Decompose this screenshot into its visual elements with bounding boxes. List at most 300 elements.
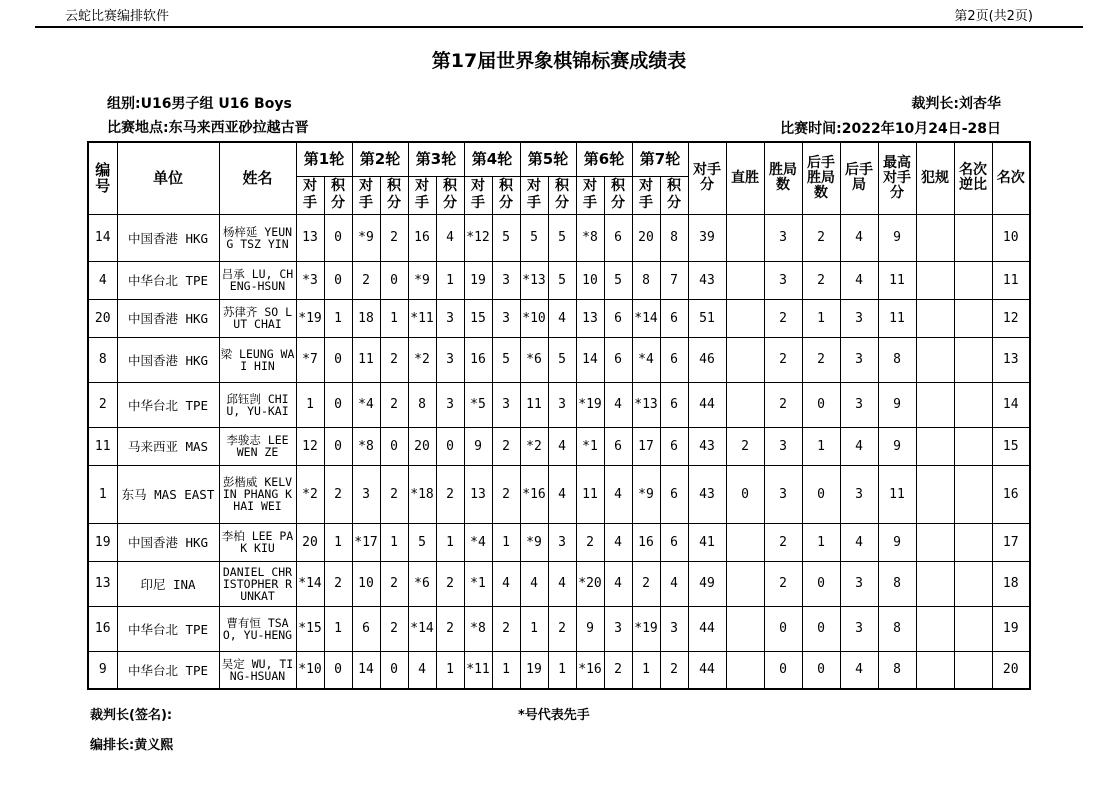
cell-round-6-pts: 6	[604, 337, 632, 382]
cell-no: 14	[88, 214, 117, 261]
col-round-4-opp: 对手	[464, 176, 492, 214]
page-title: 第17届世界象棋锦标赛成绩表	[431, 50, 687, 72]
cell-wins: 3	[764, 465, 802, 523]
cell-direct-win	[726, 606, 764, 651]
cell-name: DANIEL CHRISTOPHER RUNKAT	[219, 561, 296, 606]
cell-rank: 17	[992, 523, 1030, 561]
cell-max-opp: 8	[878, 561, 916, 606]
cell-round-6-pts: 6	[604, 427, 632, 465]
cell-no: 4	[88, 261, 117, 299]
cell-round-7-opp: 20	[632, 214, 660, 261]
col-round-3-opp: 对手	[408, 176, 436, 214]
cell-round-2-pts: 2	[380, 606, 408, 651]
cell-round-2-opp: *4	[352, 382, 380, 427]
cell-foul	[916, 606, 954, 651]
cell-round-6-opp: 9	[576, 606, 604, 651]
cell-round-3-pts: 1	[436, 651, 464, 689]
cell-round-4-pts: 4	[492, 561, 520, 606]
cell-round-4-opp: *1	[464, 561, 492, 606]
cell-opp-score: 43	[688, 261, 726, 299]
cell-wins: 3	[764, 427, 802, 465]
cell-name: 邱钰剀 CHIU, YU-KAI	[219, 382, 296, 427]
cell-foul	[916, 427, 954, 465]
cell-max-opp: 11	[878, 465, 916, 523]
cell-no: 11	[88, 427, 117, 465]
cell-rank-ratio	[954, 337, 992, 382]
cell-round-6-opp: *16	[576, 651, 604, 689]
cell-round-2-opp: *8	[352, 427, 380, 465]
cell-rank-ratio	[954, 427, 992, 465]
cell-round-6-opp: 10	[576, 261, 604, 299]
col-rank-ratio: 名次逆比	[954, 142, 992, 214]
cell-direct-win	[726, 337, 764, 382]
cell-max-opp: 11	[878, 299, 916, 337]
cell-foul	[916, 465, 954, 523]
cell-rank-ratio	[954, 651, 992, 689]
cell-round-7-opp: *4	[632, 337, 660, 382]
cell-foul	[916, 261, 954, 299]
cell-unit: 中国香港 HKG	[117, 214, 219, 261]
cell-round-1-opp: *10	[296, 651, 324, 689]
cell-round-2-opp: 2	[352, 261, 380, 299]
cell-wins: 2	[764, 299, 802, 337]
cell-round-2-opp: 11	[352, 337, 380, 382]
cell-round-1-opp: 20	[296, 523, 324, 561]
cell-round-2-opp: 18	[352, 299, 380, 337]
cell-opp-score: 49	[688, 561, 726, 606]
cell-round-3-opp: 8	[408, 382, 436, 427]
page-number: 第2页(共2页)	[954, 9, 1033, 24]
cell-round-4-pts: 1	[492, 651, 520, 689]
cell-round-3-pts: 1	[436, 523, 464, 561]
table-row	[88, 214, 1030, 261]
cell-round-6-opp: *8	[576, 214, 604, 261]
cell-unit: 中华台北 TPE	[117, 651, 219, 689]
cell-round-5-opp: *6	[520, 337, 548, 382]
table-row	[88, 465, 1030, 523]
cell-round-5-opp: *2	[520, 427, 548, 465]
cell-round-6-pts: 2	[604, 651, 632, 689]
cell-second-games: 4	[840, 261, 878, 299]
cell-round-5-opp: 5	[520, 214, 548, 261]
cell-rank: 12	[992, 299, 1030, 337]
cell-round-4-opp: *11	[464, 651, 492, 689]
cell-round-7-pts: 8	[660, 214, 688, 261]
cell-rank: 11	[992, 261, 1030, 299]
cell-round-1-pts: 0	[324, 382, 352, 427]
venue-label: 比赛地点:东马来西亚砂拉越古晋	[107, 120, 309, 136]
col-round-1-pts: 积分	[324, 176, 352, 214]
cell-round-2-pts: 2	[380, 561, 408, 606]
cell-direct-win	[726, 214, 764, 261]
cell-round-4-pts: 5	[492, 214, 520, 261]
cell-round-1-pts: 2	[324, 465, 352, 523]
cell-rank: 20	[992, 651, 1030, 689]
cell-round-3-opp: *14	[408, 606, 436, 651]
cell-round-7-opp: 17	[632, 427, 660, 465]
cell-second-games: 4	[840, 651, 878, 689]
cell-max-opp: 9	[878, 523, 916, 561]
col-round-5-pts: 积分	[548, 176, 576, 214]
cell-second-games: 3	[840, 606, 878, 651]
cell-second-games: 4	[840, 523, 878, 561]
cell-foul	[916, 214, 954, 261]
cell-round-5-pts: 4	[548, 561, 576, 606]
cell-round-7-pts: 4	[660, 561, 688, 606]
cell-second-games: 4	[840, 214, 878, 261]
cell-rank-ratio	[954, 382, 992, 427]
cell-name: 吴定 WU, TING-HSUAN	[219, 651, 296, 689]
cell-opp-score: 41	[688, 523, 726, 561]
date-label: 比赛时间:2022年10月24日-28日	[780, 121, 1001, 137]
cell-direct-win: 2	[726, 427, 764, 465]
col-unit: 单位	[117, 142, 219, 214]
cell-round-6-opp: *1	[576, 427, 604, 465]
cell-wins: 0	[764, 606, 802, 651]
cell-round-2-pts: 2	[380, 214, 408, 261]
cell-round-1-pts: 0	[324, 651, 352, 689]
cell-round-3-opp: *9	[408, 261, 436, 299]
cell-round-2-pts: 0	[380, 261, 408, 299]
cell-round-2-opp: *9	[352, 214, 380, 261]
table-row	[88, 606, 1030, 651]
table-row	[88, 651, 1030, 689]
cell-round-6-opp: *20	[576, 561, 604, 606]
cell-rank-ratio	[954, 465, 992, 523]
cell-round-1-pts: 0	[324, 214, 352, 261]
cell-round-3-pts: 2	[436, 561, 464, 606]
cell-unit: 印尼 INA	[117, 561, 219, 606]
cell-opp-score: 43	[688, 465, 726, 523]
cell-round-4-opp: 19	[464, 261, 492, 299]
cell-max-opp: 9	[878, 382, 916, 427]
cell-max-opp: 9	[878, 427, 916, 465]
cell-second-games: 3	[840, 465, 878, 523]
cell-round-5-pts: 5	[548, 261, 576, 299]
cell-round-3-opp: *11	[408, 299, 436, 337]
cell-round-4-opp: 15	[464, 299, 492, 337]
cell-wins: 3	[764, 261, 802, 299]
cell-round-3-pts: 4	[436, 214, 464, 261]
cell-round-5-pts: 1	[548, 651, 576, 689]
cell-round-6-opp: 2	[576, 523, 604, 561]
cell-second-wins: 0	[802, 561, 840, 606]
cell-round-7-pts: 3	[660, 606, 688, 651]
table-row	[88, 261, 1030, 299]
col-round-7-pts: 积分	[660, 176, 688, 214]
cell-foul	[916, 561, 954, 606]
col-round-1-opp: 对手	[296, 176, 324, 214]
cell-foul	[916, 382, 954, 427]
cell-wins: 2	[764, 523, 802, 561]
col-opp-score: 对手分	[688, 142, 726, 214]
cell-name: 李柏 LEE PAK KIU	[219, 523, 296, 561]
cell-opp-score: 39	[688, 214, 726, 261]
col-round-7: 第7轮	[632, 142, 688, 176]
cell-second-games: 3	[840, 382, 878, 427]
cell-round-7-pts: 6	[660, 523, 688, 561]
cell-round-1-opp: *15	[296, 606, 324, 651]
cell-round-6-opp: 14	[576, 337, 604, 382]
cell-opp-score: 44	[688, 606, 726, 651]
cell-rank-ratio	[954, 606, 992, 651]
cell-unit: 中华台北 TPE	[117, 261, 219, 299]
header-divider	[35, 26, 1083, 28]
cell-round-6-opp: 13	[576, 299, 604, 337]
cell-round-6-pts: 4	[604, 561, 632, 606]
cell-name: 彭楷威 KELVIN PHANG KHAI WEI	[219, 465, 296, 523]
cell-foul	[916, 651, 954, 689]
cell-rank-ratio	[954, 261, 992, 299]
table-row	[88, 337, 1030, 382]
cell-opp-score: 44	[688, 651, 726, 689]
cell-round-6-pts: 3	[604, 606, 632, 651]
cell-direct-win	[726, 261, 764, 299]
cell-round-1-opp: *7	[296, 337, 324, 382]
cell-round-4-pts: 3	[492, 261, 520, 299]
cell-round-1-opp: *14	[296, 561, 324, 606]
cell-round-5-opp: *9	[520, 523, 548, 561]
cell-round-5-opp: *16	[520, 465, 548, 523]
cell-round-3-opp: 5	[408, 523, 436, 561]
cell-round-7-opp: *14	[632, 299, 660, 337]
cell-round-4-opp: 13	[464, 465, 492, 523]
cell-round-1-opp: *19	[296, 299, 324, 337]
cell-round-6-pts: 5	[604, 261, 632, 299]
cell-direct-win	[726, 523, 764, 561]
cell-no: 8	[88, 337, 117, 382]
col-round-5-opp: 对手	[520, 176, 548, 214]
cell-wins: 0	[764, 651, 802, 689]
cell-opp-score: 44	[688, 382, 726, 427]
arranger-label: 编排长:黄义熙	[90, 738, 174, 753]
cell-unit: 马来西亚 MAS	[117, 427, 219, 465]
cell-round-4-opp: *12	[464, 214, 492, 261]
cell-round-5-pts: 4	[548, 465, 576, 523]
cell-round-1-pts: 1	[324, 523, 352, 561]
cell-name: 曹有恒 TSAO, YU-HENG	[219, 606, 296, 651]
table-row	[88, 382, 1030, 427]
cell-round-2-pts: 2	[380, 337, 408, 382]
cell-second-wins: 2	[802, 261, 840, 299]
cell-round-5-pts: 4	[548, 427, 576, 465]
cell-direct-win	[726, 299, 764, 337]
cell-round-6-opp: *19	[576, 382, 604, 427]
cell-round-7-opp: 1	[632, 651, 660, 689]
cell-second-wins: 1	[802, 523, 840, 561]
table-row	[88, 523, 1030, 561]
cell-round-1-pts: 2	[324, 561, 352, 606]
cell-direct-win	[726, 561, 764, 606]
first-move-note: *号代表先手	[518, 708, 590, 723]
cell-direct-win	[726, 651, 764, 689]
cell-round-4-pts: 5	[492, 337, 520, 382]
cell-round-5-pts: 3	[548, 382, 576, 427]
cell-name: 苏律齐 SO LUT CHAI	[219, 299, 296, 337]
col-round-6: 第6轮	[576, 142, 632, 176]
cell-opp-score: 46	[688, 337, 726, 382]
cell-round-3-pts: 3	[436, 337, 464, 382]
col-round-3-pts: 积分	[436, 176, 464, 214]
cell-round-7-pts: 6	[660, 427, 688, 465]
cell-round-5-pts: 5	[548, 337, 576, 382]
cell-unit: 东马 MAS EAST	[117, 465, 219, 523]
cell-no: 16	[88, 606, 117, 651]
cell-unit: 中国香港 HKG	[117, 337, 219, 382]
col-round-2: 第2轮	[352, 142, 408, 176]
cell-round-1-pts: 0	[324, 427, 352, 465]
cell-round-3-pts: 0	[436, 427, 464, 465]
col-round-6-opp: 对手	[576, 176, 604, 214]
cell-wins: 3	[764, 214, 802, 261]
cell-round-6-pts: 4	[604, 523, 632, 561]
col-round-6-pts: 积分	[604, 176, 632, 214]
cell-second-wins: 0	[802, 606, 840, 651]
cell-second-wins: 0	[802, 382, 840, 427]
cell-max-opp: 11	[878, 261, 916, 299]
cell-rank: 10	[992, 214, 1030, 261]
cell-second-games: 3	[840, 299, 878, 337]
cell-rank: 13	[992, 337, 1030, 382]
table-row	[88, 561, 1030, 606]
cell-round-5-opp: 19	[520, 651, 548, 689]
cell-name: 吕承 LU, CHENG-HSUN	[219, 261, 296, 299]
cell-round-7-pts: 2	[660, 651, 688, 689]
chief-referee-label: 裁判长:刘杏华	[911, 96, 1001, 112]
cell-round-5-opp: 11	[520, 382, 548, 427]
cell-round-3-opp: *2	[408, 337, 436, 382]
cell-second-wins: 1	[802, 299, 840, 337]
cell-round-2-opp: 14	[352, 651, 380, 689]
cell-max-opp: 8	[878, 337, 916, 382]
cell-round-2-pts: 2	[380, 382, 408, 427]
cell-round-4-opp: *8	[464, 606, 492, 651]
cell-round-1-pts: 1	[324, 606, 352, 651]
referee-signature: 裁判长(签名):	[90, 708, 173, 723]
cell-rank-ratio	[954, 214, 992, 261]
cell-name: 杨梓延 YEUNG TSZ YIN	[219, 214, 296, 261]
cell-max-opp: 8	[878, 606, 916, 651]
cell-max-opp: 8	[878, 651, 916, 689]
cell-round-4-pts: 1	[492, 523, 520, 561]
cell-opp-score: 43	[688, 427, 726, 465]
cell-rank: 18	[992, 561, 1030, 606]
col-round-4: 第4轮	[464, 142, 520, 176]
cell-round-5-opp: *10	[520, 299, 548, 337]
cell-round-3-pts: 3	[436, 299, 464, 337]
cell-round-2-opp: 3	[352, 465, 380, 523]
cell-second-wins: 0	[802, 651, 840, 689]
cell-round-6-pts: 4	[604, 382, 632, 427]
col-max-opp: 最高对手分	[878, 142, 916, 214]
col-foul: 犯规	[916, 142, 954, 214]
col-no: 编号	[88, 142, 117, 214]
cell-round-1-pts: 0	[324, 261, 352, 299]
cell-wins: 2	[764, 561, 802, 606]
cell-no: 19	[88, 523, 117, 561]
cell-opp-score: 51	[688, 299, 726, 337]
cell-round-6-pts: 6	[604, 214, 632, 261]
cell-rank: 19	[992, 606, 1030, 651]
cell-rank-ratio	[954, 523, 992, 561]
cell-round-1-opp: *3	[296, 261, 324, 299]
cell-round-7-opp: *19	[632, 606, 660, 651]
cell-round-3-pts: 3	[436, 382, 464, 427]
cell-round-4-pts: 2	[492, 465, 520, 523]
cell-round-2-pts: 2	[380, 465, 408, 523]
col-rank: 名次	[992, 142, 1030, 214]
cell-round-4-opp: *5	[464, 382, 492, 427]
cell-round-1-opp: 12	[296, 427, 324, 465]
cell-round-1-pts: 1	[324, 299, 352, 337]
software-name: 云蛇比赛编排软件	[65, 9, 170, 24]
col-round-7-opp: 对手	[632, 176, 660, 214]
cell-round-1-pts: 0	[324, 337, 352, 382]
cell-round-5-opp: 4	[520, 561, 548, 606]
cell-round-7-opp: *9	[632, 465, 660, 523]
col-round-5: 第5轮	[520, 142, 576, 176]
cell-round-7-opp: 2	[632, 561, 660, 606]
cell-round-3-opp: *18	[408, 465, 436, 523]
cell-foul	[916, 337, 954, 382]
cell-round-2-pts: 0	[380, 651, 408, 689]
cell-wins: 2	[764, 382, 802, 427]
cell-round-4-opp: *4	[464, 523, 492, 561]
col-round-1: 第1轮	[296, 142, 352, 176]
cell-round-4-pts: 2	[492, 427, 520, 465]
cell-unit: 中国香港 HKG	[117, 299, 219, 337]
cell-no: 1	[88, 465, 117, 523]
col-second-games: 后手局	[840, 142, 878, 214]
col-second-wins: 后手胜局数	[802, 142, 840, 214]
cell-round-7-opp: 8	[632, 261, 660, 299]
cell-no: 9	[88, 651, 117, 689]
cell-round-3-opp: 16	[408, 214, 436, 261]
cell-foul	[916, 299, 954, 337]
group-label: 组别:U16男子组 U16 Boys	[107, 96, 292, 112]
cell-direct-win	[726, 382, 764, 427]
cell-round-3-opp: 20	[408, 427, 436, 465]
results-table	[87, 141, 1031, 690]
col-round-4-pts: 积分	[492, 176, 520, 214]
cell-round-1-opp: 13	[296, 214, 324, 261]
cell-second-wins: 2	[802, 214, 840, 261]
cell-round-1-opp: 1	[296, 382, 324, 427]
cell-round-2-opp: 6	[352, 606, 380, 651]
cell-round-4-opp: 9	[464, 427, 492, 465]
cell-round-5-pts: 5	[548, 214, 576, 261]
cell-rank: 14	[992, 382, 1030, 427]
cell-round-7-opp: 16	[632, 523, 660, 561]
cell-no: 20	[88, 299, 117, 337]
cell-round-7-pts: 6	[660, 382, 688, 427]
cell-round-5-opp: *13	[520, 261, 548, 299]
cell-round-7-pts: 6	[660, 465, 688, 523]
cell-no: 2	[88, 382, 117, 427]
col-round-2-opp: 对手	[352, 176, 380, 214]
cell-max-opp: 9	[878, 214, 916, 261]
cell-rank-ratio	[954, 299, 992, 337]
cell-round-3-opp: *6	[408, 561, 436, 606]
cell-round-7-pts: 7	[660, 261, 688, 299]
cell-direct-win: 0	[726, 465, 764, 523]
cell-round-4-opp: 16	[464, 337, 492, 382]
cell-round-2-opp: 10	[352, 561, 380, 606]
cell-second-wins: 0	[802, 465, 840, 523]
cell-round-5-pts: 3	[548, 523, 576, 561]
col-round-3: 第3轮	[408, 142, 464, 176]
cell-round-6-pts: 6	[604, 299, 632, 337]
